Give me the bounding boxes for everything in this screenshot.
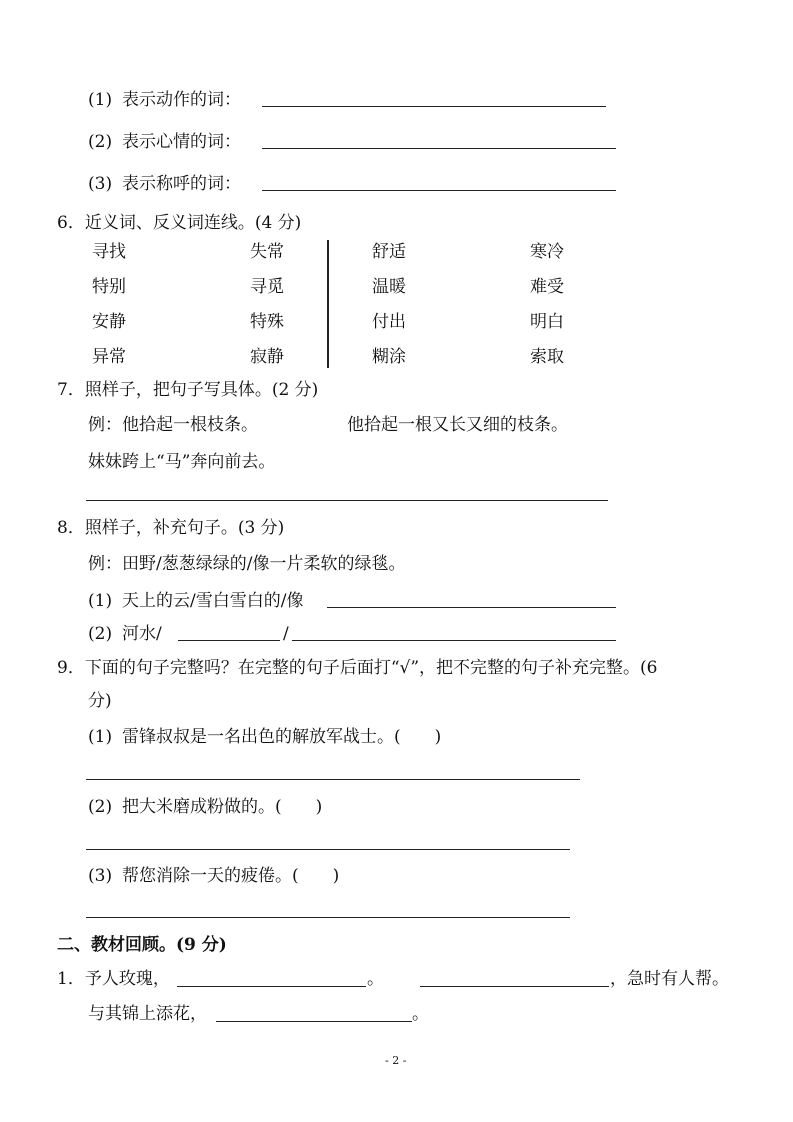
q8-item-1-text: 天上的云/雪白雪白的/像 [122,591,304,611]
q6-left-col2-word: 失常 [250,242,284,262]
q9-title-line1: 9．下面的句子完整吗？在完整的句子后面打“√”，把不完整的句子补充完整。(6 [57,658,658,678]
q9-item-2-answer-line[interactable] [86,849,570,850]
q5-item-3-answer-line[interactable] [262,190,616,191]
section2-q1-part-c: ，急时有人帮。 [610,969,729,989]
q9-item-1-num: (1) [88,727,113,747]
q8-item-2-text: 河水/ [122,624,162,644]
section2-q1-blank-2[interactable] [420,986,609,987]
page-number: - 2 - [385,1054,407,1067]
q7-title: 7．照样子，把句子写具体。(2 分) [57,380,319,400]
q7-example-prefix: 例：他拾起一根枝条。 [88,415,258,435]
q9-title-line2: 分) [88,691,112,711]
section2-q1-part-a: 1．予人玫瑰， [57,969,170,989]
q6-right-col1-word: 付出 [372,312,406,332]
q6-left-col1-word: 异常 [92,347,126,367]
q9-item-3-answer-line[interactable] [86,917,570,918]
q5-item-2-answer-line[interactable] [262,148,616,149]
q5-item-3-num: (3) [88,174,113,194]
q7-sentence: 妹妹跨上“马”奔向前去。 [88,452,276,472]
q8-item-2-slash: / [283,624,289,644]
section2-q1-part-b: 。 [367,969,384,989]
section2-q1-part-d: 与其锦上添花， [88,1004,207,1024]
section2-q1-part-e: 。 [412,1004,429,1024]
q7-example-result: 他拾起一根又长又细的枝条。 [347,415,568,435]
q8-item-2-answer-line-b[interactable] [292,640,616,641]
section2-q1-blank-3[interactable] [216,1021,412,1022]
q6-right-col1-word: 糊涂 [372,347,406,367]
q5-item-2-label: 表示心情的词： [122,132,241,152]
q6-left-col1-word: 特别 [92,277,126,297]
q6-right-col1-word: 舒适 [372,242,406,262]
q6-right-col2-word: 索取 [530,347,564,367]
q5-item-2-num: (2) [88,132,113,152]
q8-item-2-answer-line-a[interactable] [178,640,280,641]
q6-left-col2-word: 寂静 [250,347,284,367]
q6-title: 6．近义词、反义词连线。(4 分) [57,213,302,233]
q9-item-3-text: 帮您消除一天的疲倦。( ) [122,866,340,886]
q8-title: 8．照样子，补充句子。(3 分) [57,518,285,538]
q5-item-1-answer-line[interactable] [262,106,606,107]
q5-item-1-num: (1) [88,90,113,110]
q6-left-col1-word: 寻找 [92,242,126,262]
section2-q1-blank-1[interactable] [177,986,366,987]
q9-item-2-text: 把大米磨成粉做的。( ) [122,797,323,817]
q9-item-3-num: (3) [88,866,113,886]
q8-item-1-num: (1) [88,591,113,611]
q8-example: 例：田野/葱葱绿绿的/像一片柔软的绿毯。 [88,554,406,574]
q5-item-1-label: 表示动作的词： [122,90,241,110]
q9-item-1-answer-line[interactable] [86,779,580,780]
section2-title: 二、教材回顾。(9 分) [57,935,227,955]
q6-left-col1-word: 安静 [92,312,126,332]
q6-column-divider [327,240,329,368]
q8-item-2-num: (2) [88,624,113,644]
q6-right-col2-word: 明白 [530,312,564,332]
q6-right-col2-word: 难受 [530,277,564,297]
q6-left-col2-word: 特殊 [250,312,284,332]
q6-right-col1-word: 温暖 [372,277,406,297]
q5-item-3-label: 表示称呼的词： [122,174,241,194]
q6-left-col2-word: 寻觅 [250,277,284,297]
q8-item-1-answer-line[interactable] [327,607,616,608]
q7-answer-line[interactable] [86,500,608,501]
q9-item-1-text: 雷锋叔叔是一名出色的解放军战士。( ) [122,727,442,747]
q6-right-col2-word: 寒冷 [530,242,564,262]
q9-item-2-num: (2) [88,797,113,817]
